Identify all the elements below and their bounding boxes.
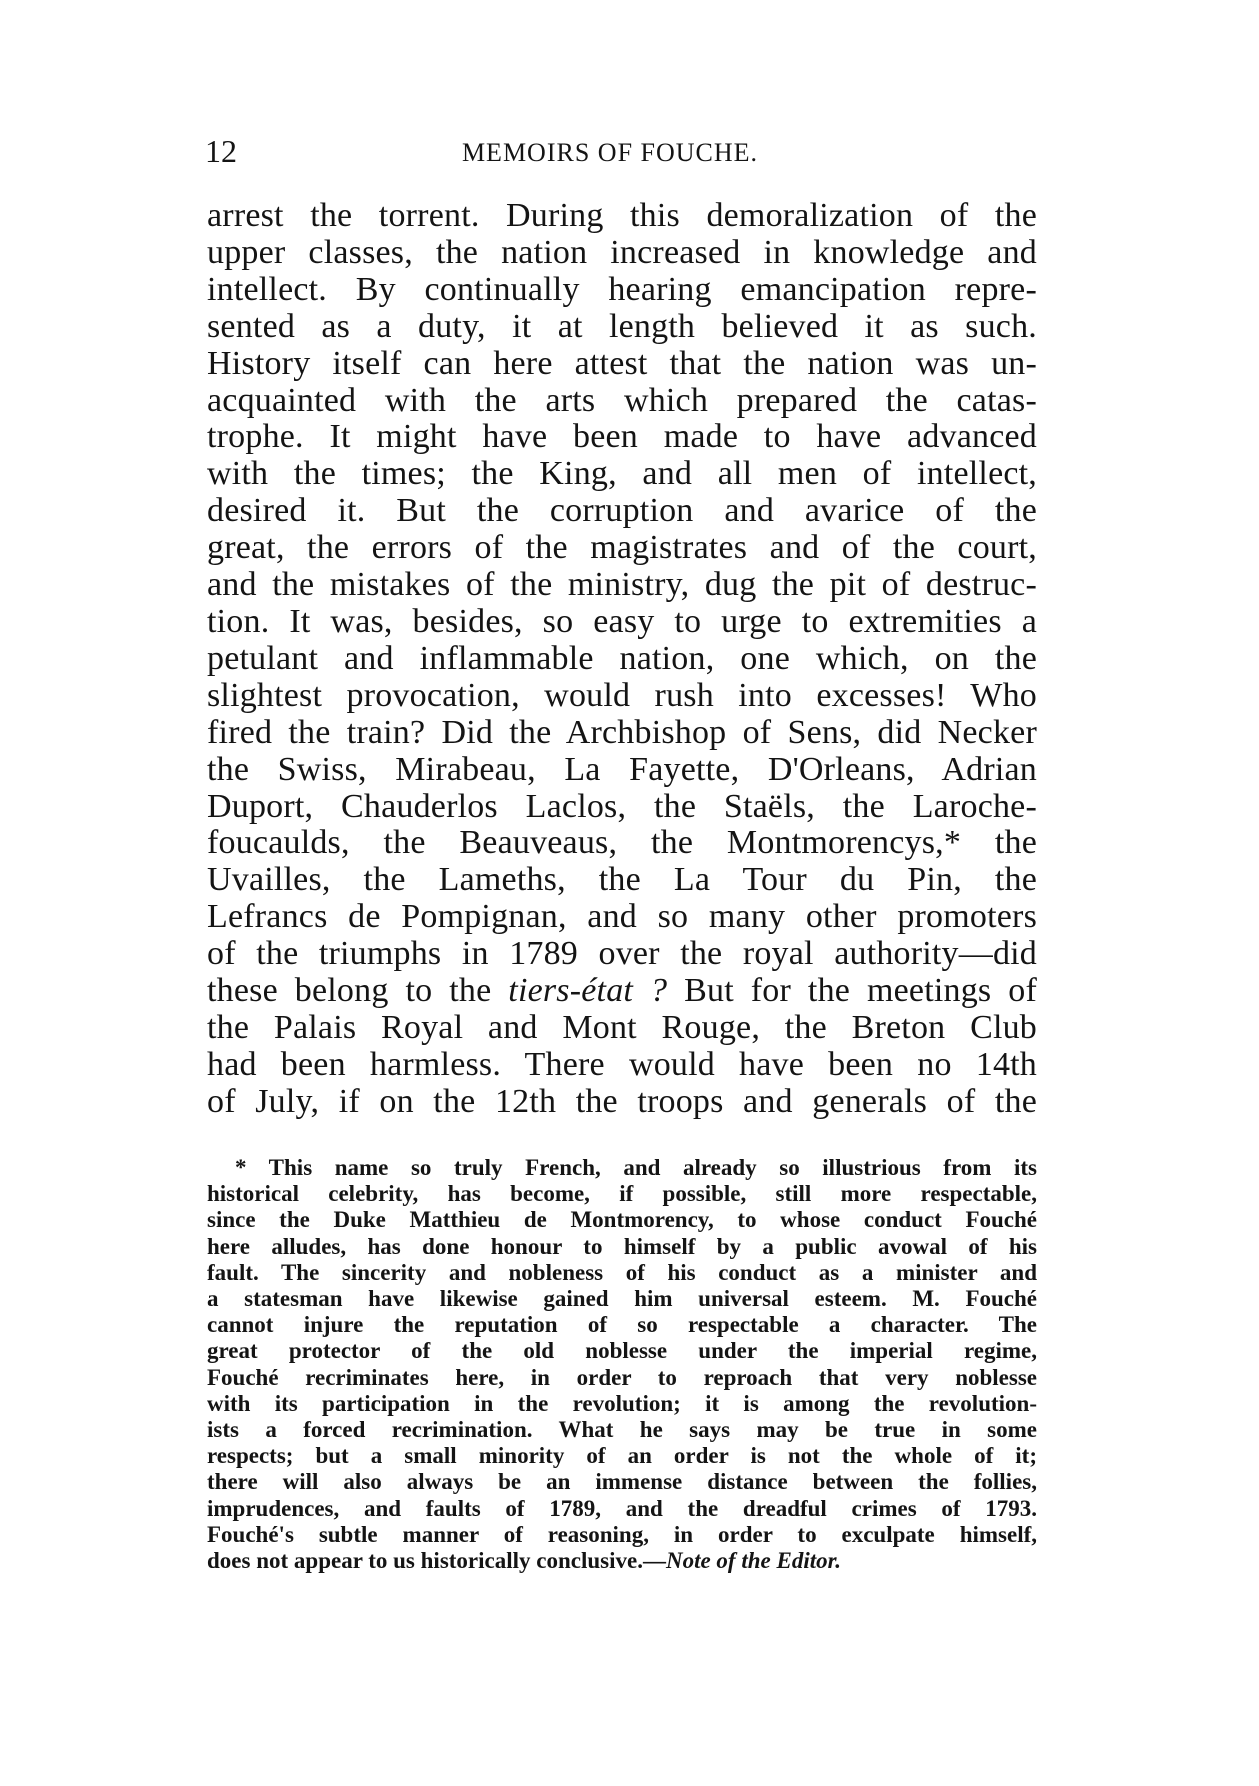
footnote-line: historical celebrity, has become, if possible, still more respectable,	[207, 1181, 1037, 1207]
footnote-line: great protector of the old noblesse under the imperial regime,	[207, 1338, 1037, 1364]
text-line: and the mistakes of the ministry, dug the pit of destruc-	[207, 566, 1037, 604]
footnote-line: with its participation in the revolution; it is among the revolution-	[207, 1390, 1037, 1416]
text-line: trophe. It might have been made to have advanced	[207, 418, 1037, 456]
italic-term: tiers-état ?	[508, 972, 668, 1010]
text-line: petulant and inflammable nation, one which, on the	[207, 639, 1037, 677]
footnote-line: fault. The sincerity and nobleness of his conduct as a minister and	[207, 1259, 1037, 1285]
text-line: with the times; the King, and all men of intellect,	[207, 455, 1037, 493]
running-title: MEMOIRS OF FOUCHE.	[461, 138, 759, 167]
footnote-line: ists a forced recrimination. What he says may be true in some	[207, 1417, 1037, 1443]
text-segment: But for the meetings of	[667, 972, 1038, 1010]
text-line: intellect. By continually hearing emancipation repre-	[207, 270, 1037, 308]
text-line: foucaulds, the Beauveaus, the Montmorencys,* the	[207, 824, 1037, 862]
text-line: desired it. But the corruption and avarice of the	[207, 492, 1037, 530]
text-line: acquainted with the arts which prepared the catas-	[207, 381, 1037, 419]
footnote-line	[207, 1548, 1037, 1574]
text-line: great, the errors of the magistrates and of the court,	[207, 529, 1037, 567]
text-segment: these belong to the	[207, 972, 509, 1010]
page-number: 12	[205, 133, 237, 169]
text-line: History itself can here attest that the nation was un-	[207, 344, 1037, 382]
footnote-line: * This name so truly French, and already so illustrious from its	[235, 1155, 1037, 1180]
footnote	[207, 1155, 1037, 1574]
text-line: arrest the torrent. During this demoralization of the	[207, 197, 1037, 234]
text-line: of July, if on the 12th the troops and generals of the	[207, 1082, 1037, 1120]
text-line: the Swiss, Mirabeau, La Fayette, D'Orleans, Adrian	[207, 750, 1037, 788]
text-line: of the triumphs in 1789 over the royal authority—did	[207, 935, 1037, 973]
footnote-line: cannot injure the reputation of so respectable a character. The	[207, 1312, 1037, 1338]
text-line: slightest provocation, would rush into excesses! Who	[207, 676, 1037, 714]
footnote-line: a statesman have likewise gained him universal esteem. M. Fouché	[207, 1286, 1037, 1312]
text-line	[207, 973, 1037, 1010]
footnote-line: respects; but a small minority of an order is not the whole of it;	[207, 1443, 1037, 1469]
text-line: fired the train? Did the Archbishop of Sens, did Necker	[207, 713, 1037, 751]
footnote-line: imprudences, and faults of 1789, and the dreadful crimes of 1793.	[207, 1495, 1037, 1521]
footnote-line: here alludes, has done honour to himself by a public avowal of his	[207, 1233, 1037, 1259]
text-line: tion. It was, besides, so easy to urge to extremities a	[207, 602, 1037, 640]
footnote-line: since the Duke Matthieu de Montmorency, to whose conduct Fouché	[207, 1207, 1037, 1233]
main-text	[207, 198, 1037, 1121]
text-line: Lefrancs de Pompignan, and so many other promoters	[207, 898, 1037, 936]
text-line: had been harmless. There would have been no 14th	[207, 1045, 1037, 1083]
text-line: upper classes, the nation increased in knowledge and	[207, 233, 1037, 271]
text-line: Uvailles, the Lameths, the La Tour du Pin, the	[207, 861, 1037, 899]
footnote-line: Fouché recriminates here, in order to reproach that very noblesse	[207, 1364, 1037, 1390]
text-line: sented as a duty, it at length believed it as such.	[207, 307, 1037, 345]
editor-note-attribution: Note of the Editor.	[665, 1548, 842, 1574]
text-segment: does not appear to us historically conclusive.—	[207, 1548, 666, 1574]
text-line: the Palais Royal and Mont Rouge, the Breton Club	[207, 1008, 1037, 1046]
footnote-line: Fouché's subtle manner of reasoning, in order to exculpate himself,	[207, 1521, 1037, 1547]
text-line: Duport, Chauderlos Laclos, the Staëls, the Laroche-	[207, 787, 1037, 825]
footnote-line: there will also always be an immense distance between the follies,	[207, 1469, 1037, 1495]
